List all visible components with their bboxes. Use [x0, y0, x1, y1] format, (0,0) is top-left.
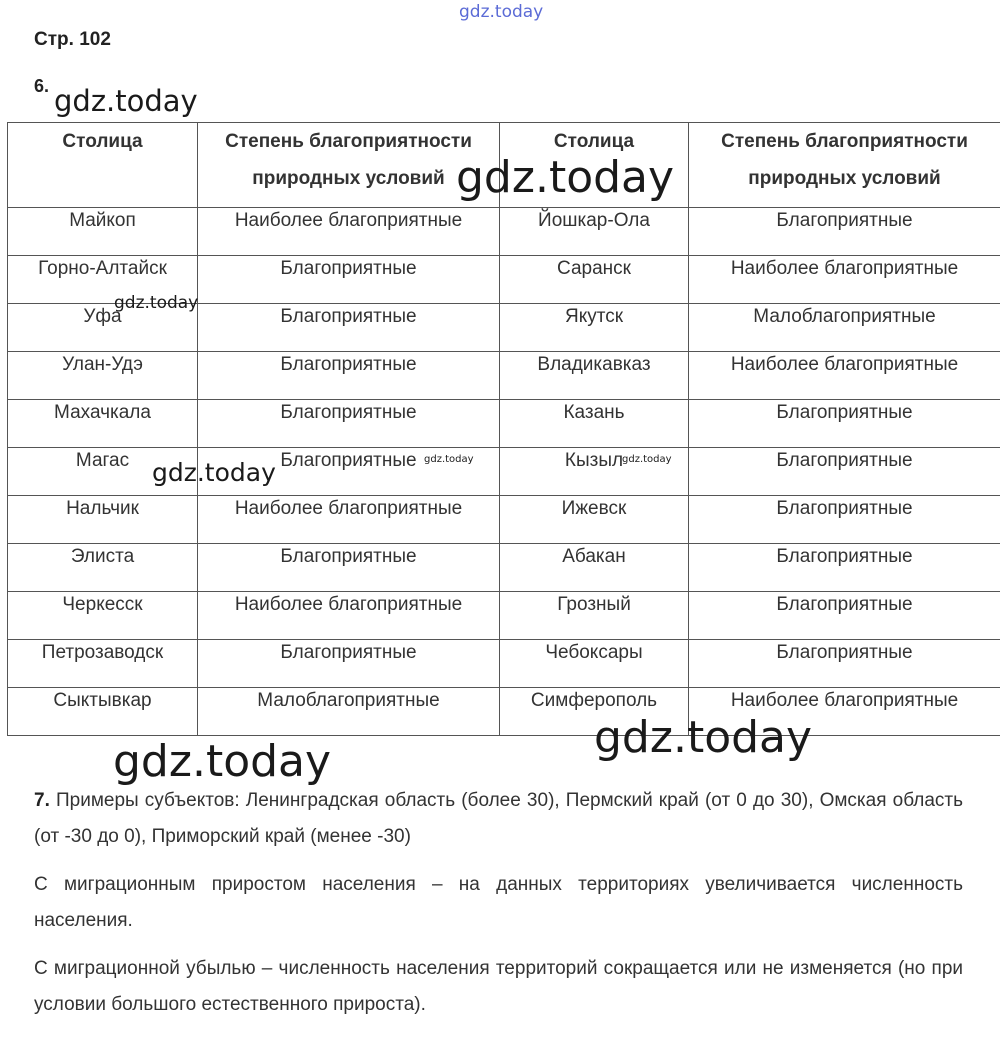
cell-capital-left: Майкоп [8, 208, 198, 256]
cell-degree-right: Благоприятные [689, 496, 1000, 544]
cell-degree-right: Наиболее благоприятные [689, 352, 1000, 400]
header-capital-left: Столица [8, 123, 198, 208]
cell-degree-right: Благоприятные [689, 400, 1000, 448]
cell-capital-right: Саранск [500, 256, 689, 304]
cell-capital-right: Казань [500, 400, 689, 448]
cell-capital-right: Кызыл [500, 448, 689, 496]
cell-capital-right: Симферополь [500, 688, 689, 736]
capitals-table [7, 122, 1000, 736]
cell-degree-right: Наиболее благоприятные [689, 256, 1000, 304]
watermark-logo: gdz.today [152, 458, 276, 487]
watermark-logo: gdz.today [622, 454, 672, 465]
task-7-paragraph-1 [34, 783, 963, 855]
cell-capital-right: Грозный [500, 592, 689, 640]
cell-capital-left: Уфа [8, 304, 198, 352]
cell-degree-right: Благоприятные [689, 448, 1000, 496]
cell-degree-right: Благоприятные [689, 592, 1000, 640]
cell-capital-left: Магас [8, 448, 198, 496]
cell-degree-left: Благоприятные [198, 448, 500, 496]
cell-capital-left: Нальчик [8, 496, 198, 544]
cell-capital-left: Махачкала [8, 400, 198, 448]
cell-capital-left: Петрозаводск [8, 640, 198, 688]
watermark-logo: gdz.today [114, 293, 199, 313]
table-row [8, 688, 1000, 736]
task-7-examples-text: Примеры субъектов: Ленинградская область (более 30), Пермский край (от 0 до 30), Омская область (от -30 до 0), Приморский край (менее -30) [34, 790, 963, 847]
header-capital-right: Столица [500, 123, 689, 208]
cell-capital-right: Чебоксары [500, 640, 689, 688]
task-7-number: 7. [34, 790, 50, 811]
table-row [8, 592, 1000, 640]
watermark-logo: gdz.today [54, 84, 198, 118]
task-7-paragraph-2: С миграционным приростом населения – на данных территориях увеличивается численность населения. [34, 874, 963, 931]
cell-degree-right: Малоблагоприятные [689, 304, 1000, 352]
watermark-logo: gdz.today [424, 454, 474, 465]
table-row [8, 496, 1000, 544]
cell-capital-left: Сыктывкар [8, 688, 198, 736]
cell-capital-left: Элиста [8, 544, 198, 592]
cell-degree-left: Благоприятные [198, 640, 500, 688]
cell-capital-right: Абакан [500, 544, 689, 592]
cell-capital-right: Йошкар-Ола [500, 208, 689, 256]
header-degree-right: Степень благоприятности природных условий [689, 123, 1000, 208]
page-reference: Стр. 102 [34, 29, 111, 50]
watermark-logo: gdz.today [594, 712, 813, 763]
cell-capital-right: Якутск [500, 304, 689, 352]
table-row [8, 208, 1000, 256]
table-row [8, 400, 1000, 448]
cell-degree-left: Благоприятные [198, 304, 500, 352]
cell-degree-left: Наиболее благоприятные [198, 208, 500, 256]
task-7-paragraph-3: С миграционной убылью – численность населения территорий сокращается или не изменяется (но при условии большого естественного прироста). [34, 958, 963, 1015]
cell-capital-left: Черкесск [8, 592, 198, 640]
cell-degree-left: Благоприятные [198, 400, 500, 448]
cell-capital-left: Горно-Алтайск [8, 256, 198, 304]
cell-degree-left: Благоприятные [198, 256, 500, 304]
cell-degree-right: Благоприятные [689, 208, 1000, 256]
cell-capital-right: Владикавказ [500, 352, 689, 400]
table-row [8, 640, 1000, 688]
watermark-logo: gdz.today [456, 152, 675, 203]
cell-degree-left: Наиболее благоприятные [198, 496, 500, 544]
header-degree-left: Степень благоприятности природных условий [198, 123, 500, 208]
table-row [8, 544, 1000, 592]
cell-degree-right: Благоприятные [689, 640, 1000, 688]
cell-degree-left: Благоприятные [198, 352, 500, 400]
cell-degree-left: Наиболее благоприятные [198, 592, 500, 640]
task-6-number: 6. [34, 76, 50, 96]
cell-degree-left: Малоблагоприятные [198, 688, 500, 736]
cell-capital-left: Улан-Удэ [8, 352, 198, 400]
watermark-logo: gdz.today [459, 2, 544, 22]
table-row [8, 352, 1000, 400]
watermark-logo: gdz.today [113, 736, 332, 787]
cell-capital-right: Ижевск [500, 496, 689, 544]
cell-degree-right: Благоприятные [689, 544, 1000, 592]
cell-degree-left: Благоприятные [198, 544, 500, 592]
cell-degree-right: Наиболее благоприятные [689, 688, 1000, 736]
